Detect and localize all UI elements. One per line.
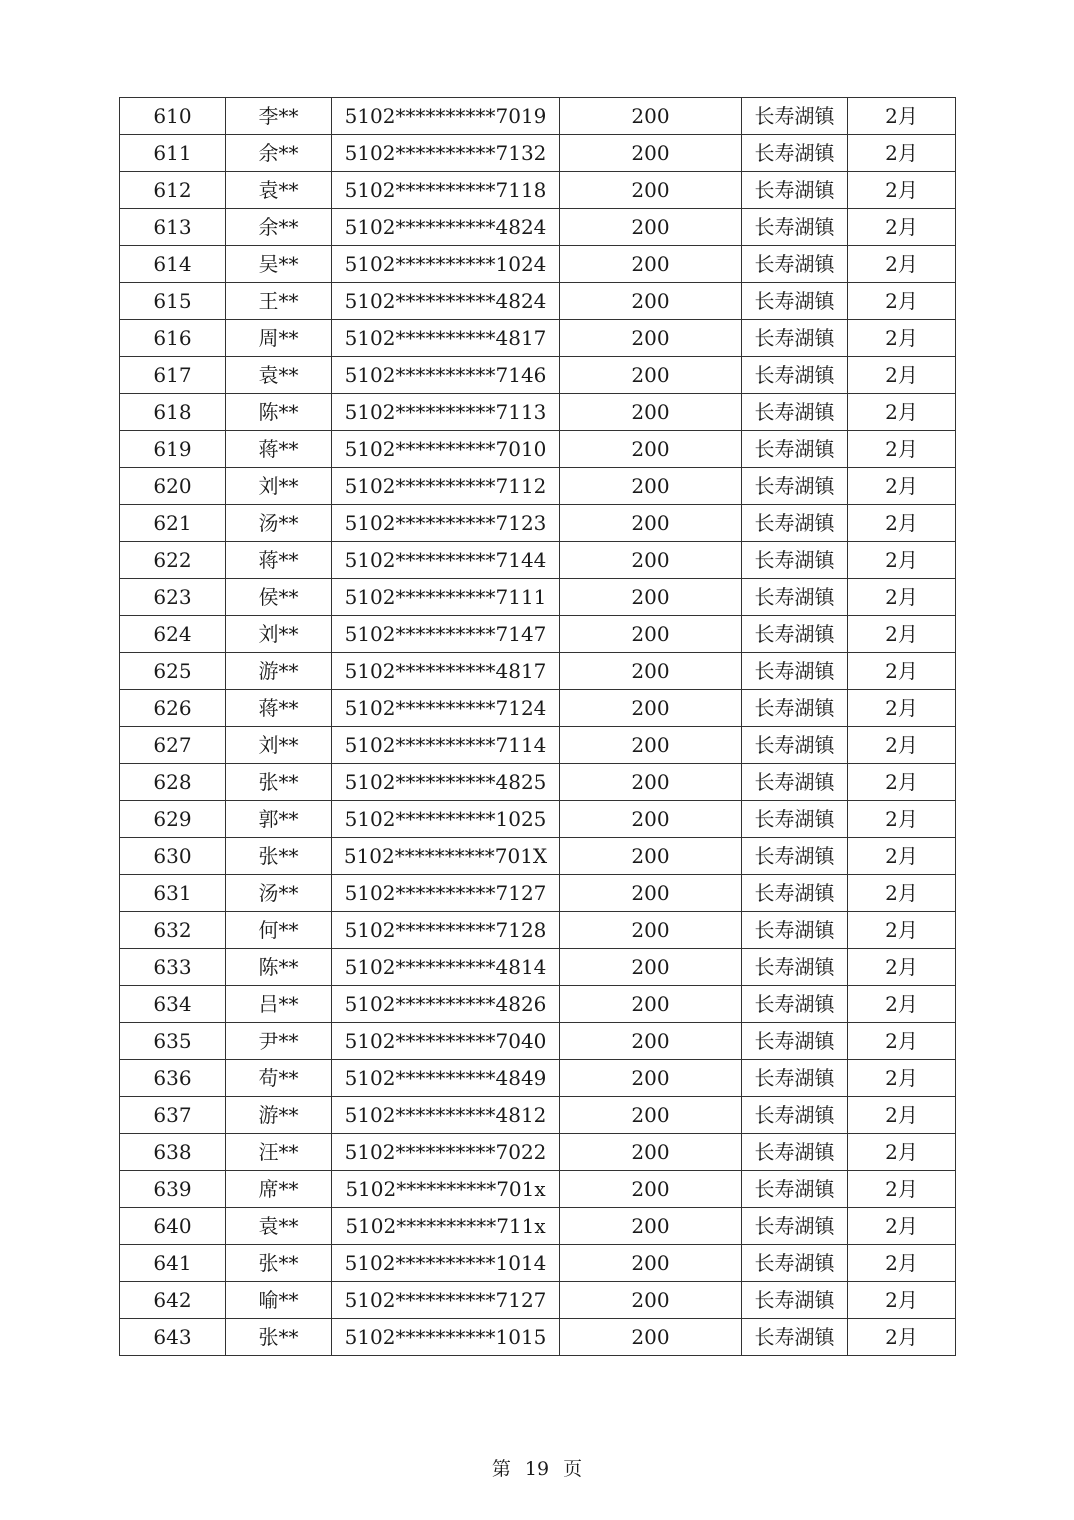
id-number-cell: 5102**********7040 [332,1023,560,1060]
table-row [120,579,956,616]
row-number-cell: 618 [120,394,226,431]
amount-cell: 200 [560,357,742,394]
town-cell: 长寿湖镇 [742,320,848,357]
row-number-cell: 625 [120,653,226,690]
month-cell: 2月 [848,505,956,542]
amount-cell: 200 [560,764,742,801]
name-cell: 席** [226,1171,332,1208]
month-cell: 2月 [848,1245,956,1282]
month-cell: 2月 [848,801,956,838]
id-number-cell: 5102**********7146 [332,357,560,394]
id-number-cell: 5102**********4825 [332,764,560,801]
name-cell: 张** [226,1319,332,1356]
name-cell: 袁** [226,172,332,209]
amount-cell: 200 [560,653,742,690]
row-number-cell: 610 [120,98,226,135]
row-number-cell: 633 [120,949,226,986]
amount-cell: 200 [560,1282,742,1319]
amount-cell: 200 [560,468,742,505]
page-footer [0,1454,1074,1481]
row-number-cell: 636 [120,1060,226,1097]
month-cell: 2月 [848,1023,956,1060]
table-row [120,468,956,505]
month-cell: 2月 [848,986,956,1023]
name-cell: 张** [226,1245,332,1282]
town-cell: 长寿湖镇 [742,394,848,431]
month-cell: 2月 [848,616,956,653]
month-cell: 2月 [848,209,956,246]
table-row [120,246,956,283]
table-row [120,653,956,690]
name-cell: 陈** [226,949,332,986]
id-number-cell: 5102**********7111 [332,579,560,616]
row-number-cell: 620 [120,468,226,505]
month-cell: 2月 [848,246,956,283]
row-number-cell: 642 [120,1282,226,1319]
table-row [120,986,956,1023]
town-cell: 长寿湖镇 [742,431,848,468]
name-cell: 刘** [226,468,332,505]
month-cell: 2月 [848,579,956,616]
row-number-cell: 640 [120,1208,226,1245]
town-cell: 长寿湖镇 [742,172,848,209]
id-number-cell: 5102**********7118 [332,172,560,209]
table-row [120,616,956,653]
town-cell: 长寿湖镇 [742,616,848,653]
town-cell: 长寿湖镇 [742,209,848,246]
id-number-cell: 5102**********7113 [332,394,560,431]
month-cell: 2月 [848,357,956,394]
table-row [120,172,956,209]
month-cell: 2月 [848,949,956,986]
table-row [120,690,956,727]
table-row [120,1097,956,1134]
row-number-cell: 641 [120,1245,226,1282]
name-cell: 汤** [226,875,332,912]
table-row [120,1245,956,1282]
row-number-cell: 635 [120,1023,226,1060]
town-cell: 长寿湖镇 [742,505,848,542]
amount-cell: 200 [560,172,742,209]
name-cell: 张** [226,764,332,801]
table-row [120,135,956,172]
row-number-cell: 613 [120,209,226,246]
amount-cell: 200 [560,875,742,912]
table-row [120,542,956,579]
town-cell: 长寿湖镇 [742,764,848,801]
id-number-cell: 5102**********7022 [332,1134,560,1171]
id-number-cell: 5102**********7144 [332,542,560,579]
month-cell: 2月 [848,1208,956,1245]
town-cell: 长寿湖镇 [742,653,848,690]
amount-cell: 200 [560,838,742,875]
table-row [120,1060,956,1097]
row-number-cell: 617 [120,357,226,394]
town-cell: 长寿湖镇 [742,135,848,172]
id-number-cell: 5102**********4824 [332,209,560,246]
month-cell: 2月 [848,653,956,690]
amount-cell: 200 [560,320,742,357]
month-cell: 2月 [848,690,956,727]
month-cell: 2月 [848,98,956,135]
id-number-cell: 5102**********711x [332,1208,560,1245]
table-row [120,912,956,949]
name-cell: 袁** [226,1208,332,1245]
month-cell: 2月 [848,320,956,357]
town-cell: 长寿湖镇 [742,1134,848,1171]
table-row [120,283,956,320]
page-footer-prefix: 第 [491,1458,511,1480]
id-number-cell: 5102**********4817 [332,653,560,690]
name-cell: 刘** [226,727,332,764]
id-number-cell: 5102**********7123 [332,505,560,542]
table-row [120,764,956,801]
amount-cell: 200 [560,986,742,1023]
month-cell: 2月 [848,283,956,320]
town-cell: 长寿湖镇 [742,1097,848,1134]
name-cell: 郭** [226,801,332,838]
table-row [120,1023,956,1060]
name-cell: 游** [226,1097,332,1134]
name-cell: 苟** [226,1060,332,1097]
month-cell: 2月 [848,875,956,912]
town-cell: 长寿湖镇 [742,1282,848,1319]
month-cell: 2月 [848,431,956,468]
town-cell: 长寿湖镇 [742,1060,848,1097]
name-cell: 尹** [226,1023,332,1060]
month-cell: 2月 [848,1134,956,1171]
id-number-cell: 5102**********4817 [332,320,560,357]
table-row [120,801,956,838]
id-number-cell: 5102**********4849 [332,1060,560,1097]
name-cell: 余** [226,209,332,246]
name-cell: 蒋** [226,431,332,468]
table-row [120,1134,956,1171]
table-row [120,431,956,468]
page-number: 19 [524,1458,550,1480]
id-number-cell: 5102**********7147 [332,616,560,653]
month-cell: 2月 [848,1171,956,1208]
town-cell: 长寿湖镇 [742,949,848,986]
amount-cell: 200 [560,98,742,135]
amount-cell: 200 [560,727,742,764]
amount-cell: 200 [560,801,742,838]
id-number-cell: 5102**********4826 [332,986,560,1023]
amount-cell: 200 [560,1245,742,1282]
id-number-cell: 5102**********1025 [332,801,560,838]
id-number-cell: 5102**********4824 [332,283,560,320]
amount-cell: 200 [560,1171,742,1208]
amount-cell: 200 [560,209,742,246]
amount-cell: 200 [560,1097,742,1134]
month-cell: 2月 [848,1097,956,1134]
amount-cell: 200 [560,690,742,727]
amount-cell: 200 [560,579,742,616]
row-number-cell: 631 [120,875,226,912]
town-cell: 长寿湖镇 [742,838,848,875]
amount-cell: 200 [560,283,742,320]
town-cell: 长寿湖镇 [742,1245,848,1282]
row-number-cell: 634 [120,986,226,1023]
id-number-cell: 5102**********7114 [332,727,560,764]
amount-cell: 200 [560,1134,742,1171]
row-number-cell: 624 [120,616,226,653]
month-cell: 2月 [848,764,956,801]
id-number-cell: 5102**********1024 [332,246,560,283]
id-number-cell: 5102**********7132 [332,135,560,172]
table-row [120,505,956,542]
id-number-cell: 5102**********7127 [332,875,560,912]
town-cell: 长寿湖镇 [742,1171,848,1208]
table-row [120,838,956,875]
town-cell: 长寿湖镇 [742,1208,848,1245]
town-cell: 长寿湖镇 [742,579,848,616]
row-number-cell: 630 [120,838,226,875]
name-cell: 陈** [226,394,332,431]
town-cell: 长寿湖镇 [742,986,848,1023]
id-number-cell: 5102**********7124 [332,690,560,727]
table-row [120,1208,956,1245]
town-cell: 长寿湖镇 [742,801,848,838]
month-cell: 2月 [848,172,956,209]
row-number-cell: 616 [120,320,226,357]
amount-cell: 200 [560,394,742,431]
row-number-cell: 612 [120,172,226,209]
table-row [120,1171,956,1208]
amount-cell: 200 [560,1319,742,1356]
table-row [120,727,956,764]
table-row [120,98,956,135]
name-cell: 蒋** [226,690,332,727]
name-cell: 侯** [226,579,332,616]
table-row [120,394,956,431]
month-cell: 2月 [848,912,956,949]
town-cell: 长寿湖镇 [742,912,848,949]
row-number-cell: 627 [120,727,226,764]
name-cell: 袁** [226,357,332,394]
row-number-cell: 629 [120,801,226,838]
amount-cell: 200 [560,912,742,949]
id-number-cell: 5102**********1015 [332,1319,560,1356]
amount-cell: 200 [560,949,742,986]
page-footer-suffix: 页 [563,1458,583,1480]
row-number-cell: 628 [120,764,226,801]
row-number-cell: 619 [120,431,226,468]
table-row [120,949,956,986]
row-number-cell: 626 [120,690,226,727]
amount-cell: 200 [560,1208,742,1245]
id-number-cell: 5102**********7019 [332,98,560,135]
town-cell: 长寿湖镇 [742,246,848,283]
amount-cell: 200 [560,542,742,579]
town-cell: 长寿湖镇 [742,468,848,505]
row-number-cell: 638 [120,1134,226,1171]
row-number-cell: 611 [120,135,226,172]
amount-cell: 200 [560,616,742,653]
id-number-cell: 5102**********701X [332,838,560,875]
amount-cell: 200 [560,1023,742,1060]
amount-cell: 200 [560,1060,742,1097]
name-cell: 吕** [226,986,332,1023]
id-number-cell: 5102**********1014 [332,1245,560,1282]
name-cell: 余** [226,135,332,172]
name-cell: 何** [226,912,332,949]
name-cell: 李** [226,98,332,135]
month-cell: 2月 [848,468,956,505]
table-row [120,209,956,246]
name-cell: 汪** [226,1134,332,1171]
amount-cell: 200 [560,505,742,542]
amount-cell: 200 [560,246,742,283]
name-cell: 游** [226,653,332,690]
town-cell: 长寿湖镇 [742,98,848,135]
row-number-cell: 622 [120,542,226,579]
town-cell: 长寿湖镇 [742,727,848,764]
month-cell: 2月 [848,838,956,875]
row-number-cell: 632 [120,912,226,949]
id-number-cell: 5102**********4814 [332,949,560,986]
month-cell: 2月 [848,1319,956,1356]
town-cell: 长寿湖镇 [742,875,848,912]
row-number-cell: 614 [120,246,226,283]
id-number-cell: 5102**********4812 [332,1097,560,1134]
id-number-cell: 5102**********7127 [332,1282,560,1319]
town-cell: 长寿湖镇 [742,690,848,727]
table-row [120,357,956,394]
name-cell: 汤** [226,505,332,542]
records-table-body [120,98,956,1356]
name-cell: 吴** [226,246,332,283]
id-number-cell: 5102**********7128 [332,912,560,949]
month-cell: 2月 [848,394,956,431]
row-number-cell: 639 [120,1171,226,1208]
month-cell: 2月 [848,727,956,764]
row-number-cell: 643 [120,1319,226,1356]
town-cell: 长寿湖镇 [742,283,848,320]
month-cell: 2月 [848,135,956,172]
name-cell: 喻** [226,1282,332,1319]
name-cell: 刘** [226,616,332,653]
month-cell: 2月 [848,1060,956,1097]
id-number-cell: 5102**********701x [332,1171,560,1208]
table-row [120,1282,956,1319]
id-number-cell: 5102**********7112 [332,468,560,505]
records-table [119,97,956,1356]
town-cell: 长寿湖镇 [742,542,848,579]
id-number-cell: 5102**********7010 [332,431,560,468]
table-row [120,875,956,912]
town-cell: 长寿湖镇 [742,1023,848,1060]
month-cell: 2月 [848,1282,956,1319]
row-number-cell: 621 [120,505,226,542]
table-row [120,320,956,357]
town-cell: 长寿湖镇 [742,357,848,394]
month-cell: 2月 [848,542,956,579]
table-row [120,1319,956,1356]
name-cell: 王** [226,283,332,320]
name-cell: 蒋** [226,542,332,579]
row-number-cell: 623 [120,579,226,616]
amount-cell: 200 [560,135,742,172]
name-cell: 张** [226,838,332,875]
name-cell: 周** [226,320,332,357]
row-number-cell: 637 [120,1097,226,1134]
row-number-cell: 615 [120,283,226,320]
town-cell: 长寿湖镇 [742,1319,848,1356]
amount-cell: 200 [560,431,742,468]
